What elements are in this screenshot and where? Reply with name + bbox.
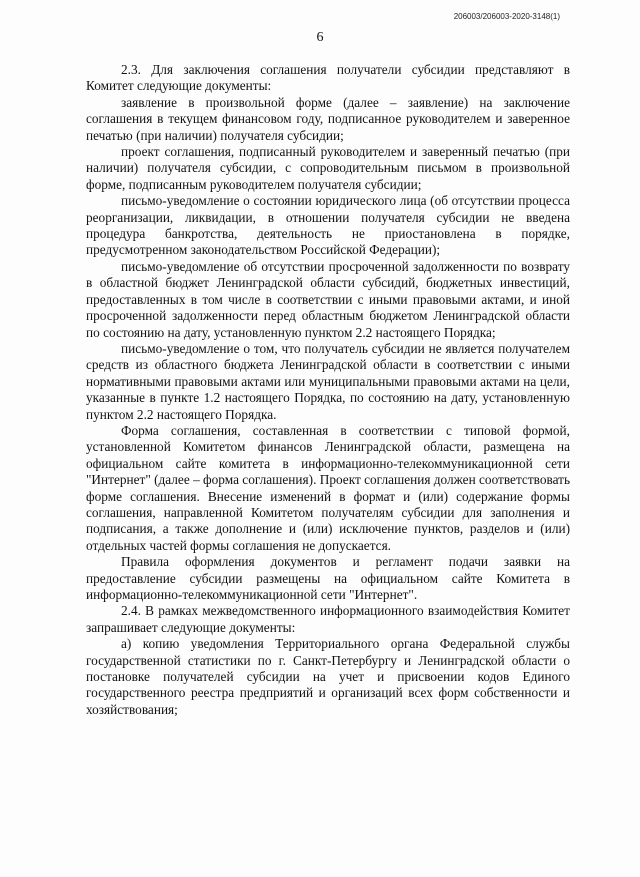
paragraph-rules: Правила оформления документов и регламент подачи заявки на предоставление субсидии размещены на официальном сайте Комитета в информационно-телекоммуникационной сети "Интернет". — [86, 554, 570, 602]
paragraph-2-3-intro: 2.3. Для заключения соглашения получатели субсидии представляют в Комитет следующие документы: — [86, 62, 570, 94]
paragraph-no-debt-letter: письмо-уведомление об отсутствии просроченной задолженности по возврату в областной бюджет Ленинградской области субсидий, бюджетных инвестиций, предоставленных в том числе в соответствии с иными правовыми актами, и иной просроченной задолженности перед областным бюджетом Ленинградской области по состоянию на дату, установленную пунктом 2.2 настоящего Порядка; — [86, 258, 570, 340]
paragraph-application: заявление в произвольной форме (далее – заявление) на заключение соглашения в текущем финансовом году, подписанное руководителем и заверенное печатью (при наличии) получателя субсидии; — [86, 94, 570, 143]
paragraph-2-4-a: а) копию уведомления Территориального органа Федеральной службы государственной статистики по г. Санкт-Петербургу и Ленинградской области о постановке получателей субсидии на учет и присвоении кодов Единого государственного реестра предприятий и организаций всех форм собственности и хозяйствования; — [86, 636, 570, 717]
paragraph-draft-agreement: проект соглашения, подписанный руководителем и заверенный печатью (при наличии) получателя субсидии, с сопроводительным письмом в произвольной форме, подписанным руководителем получателя субсидии; — [86, 144, 570, 192]
document-id: 206003/206003-2020-3148(1) — [453, 12, 560, 21]
document-body — [86, 62, 570, 718]
paragraph-not-recipient-letter: письмо-уведомление о том, что получатель субсидии не является получателем средств из областного бюджета Ленинградской области в соответствии с иными нормативными правовыми актами или муниципальными правовыми актами на цели, указанные в пункте 1.2 настоящего Порядка, по состоянию на дату, установленную пунктом 2.2 настоящего Порядка. — [86, 340, 570, 422]
paragraph-agreement-form: Форма соглашения, составленная в соответствии с типовой формой, установленной Комитетом финансов Ленинградской области, размещена на официальном сайте комитета в информационно-телекоммуникационной сети "Интернет" (далее – форма соглашения). Проект соглашения должен соответствовать форме соглашения. Внесение изменений в формат и (или) содержание формы соглашения, направленной Комитетом получателям субсидии для заполнения и подписания, а также дополнение и (или) исключение пунктов, разделов и (или) отдельных частей формы соглашения не допускается. — [86, 422, 571, 553]
paragraph-legal-status-letter: письмо-уведомление о состоянии юридического лица (об отсутствии процесса реорганизации, ликвидации, в отношении получателя субсидии не введена процедура банкротства, деятельность не приостановлена в порядке, предусмотренном законодательством Российской Федерации); — [86, 193, 570, 258]
paragraph-2-4-intro: 2.4. В рамках межведомственного информационного взаимодействия Комитет запрашивает следующие документы: — [86, 603, 570, 635]
page-number: 6 — [316, 30, 324, 45]
